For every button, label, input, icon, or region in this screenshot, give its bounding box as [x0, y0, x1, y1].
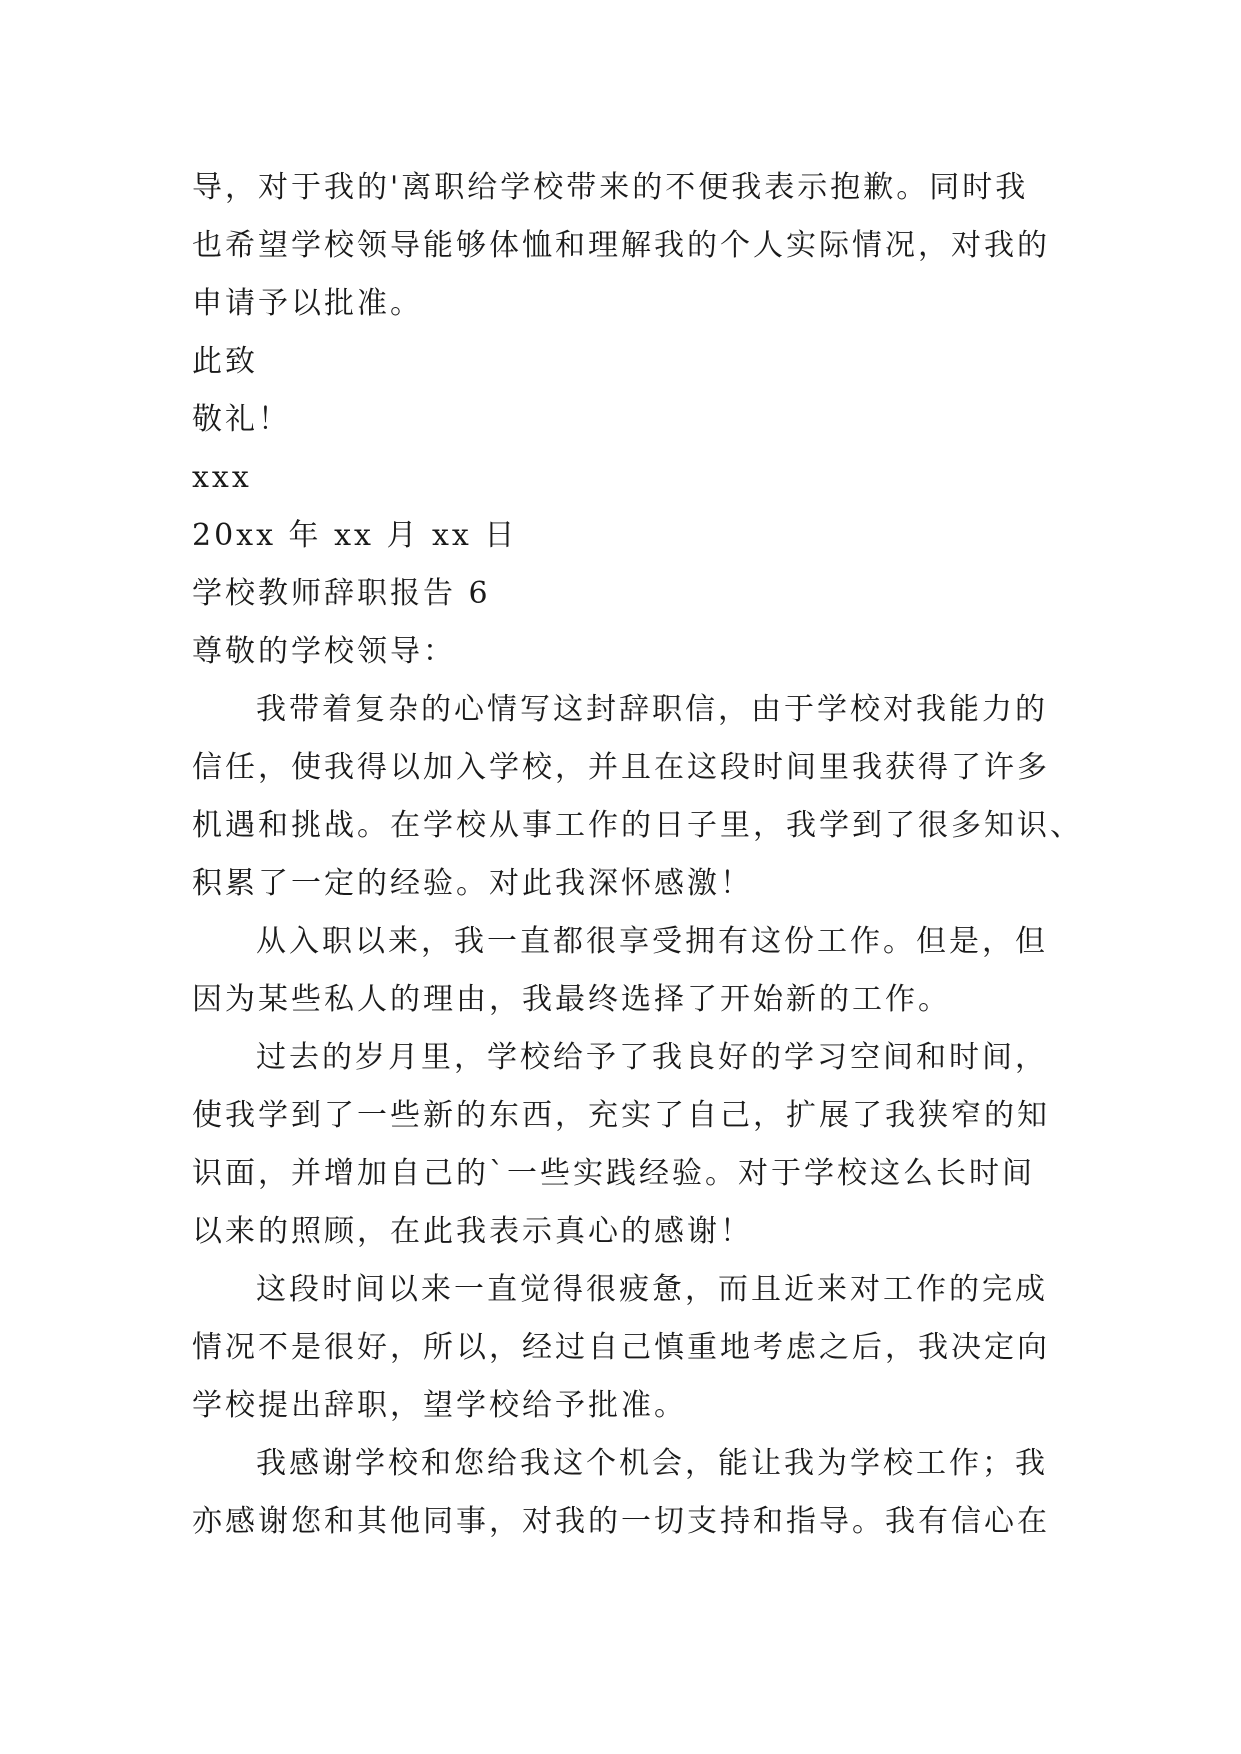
text-line: 过去的岁月里，学校给予了我良好的学习空间和时间， [256, 1040, 1048, 1075]
text-line: 使我学到了一些新的东西，充实了自己，扩展了我狭窄的知 [192, 1098, 1050, 1133]
text-line: 我带着复杂的心情写这封辞职信，由于学校对我能力的 [256, 692, 1048, 727]
letter-body [192, 159, 1083, 1551]
greeting-line: 尊敬的学校领导： [192, 634, 456, 669]
text-line: 导，对于我的'离职给学校带来的不便我表示抱歉。同时我 [192, 170, 1029, 205]
signature-name: xxx [192, 460, 252, 495]
text-line: 亦感谢您和其他同事，对我的一切支持和指导。我有信心在 [192, 1504, 1050, 1539]
text-line: 情况不是很好，所以，经过自己慎重地考虑之后，我决定向 [192, 1330, 1050, 1365]
text-line: 申请予以批准。 [192, 286, 423, 321]
text-line: 我感谢学校和您给我这个机会，能让我为学校工作；我 [256, 1446, 1048, 1481]
text-line: 信任，使我得以加入学校，并且在这段时间里我获得了许多 [192, 750, 1050, 785]
text-line: 从入职以来，我一直都很享受拥有这份工作。但是，但 [256, 924, 1048, 959]
text-line: 积累了一定的经验。对此我深怀感激！ [192, 866, 753, 901]
text-line: 以来的照顾，在此我表示真心的感谢！ [192, 1214, 753, 1249]
text-line: 机遇和挑战。在学校从事工作的日子里，我学到了很多知识、 [192, 808, 1083, 843]
signature-date: 20xx 年 xx 月 xx 日 [192, 518, 518, 553]
text-line: 识面，并增加自己的`一些实践经验。对于学校这么长时间 [192, 1156, 1035, 1191]
section-title: 学校教师辞职报告 6 [192, 576, 491, 611]
salutation-line: 敬礼！ [192, 402, 291, 437]
text-line: 因为某些私人的理由，我最终选择了开始新的工作。 [192, 982, 951, 1017]
text-line: 学校提出辞职，望学校给予批准。 [192, 1388, 687, 1423]
text-line: 这段时间以来一直觉得很疲惫，而且近来对工作的完成 [256, 1272, 1048, 1307]
closing-line: 此致 [192, 344, 258, 379]
text-line: 也希望学校领导能够体恤和理解我的个人实际情况，对我的 [192, 228, 1050, 263]
